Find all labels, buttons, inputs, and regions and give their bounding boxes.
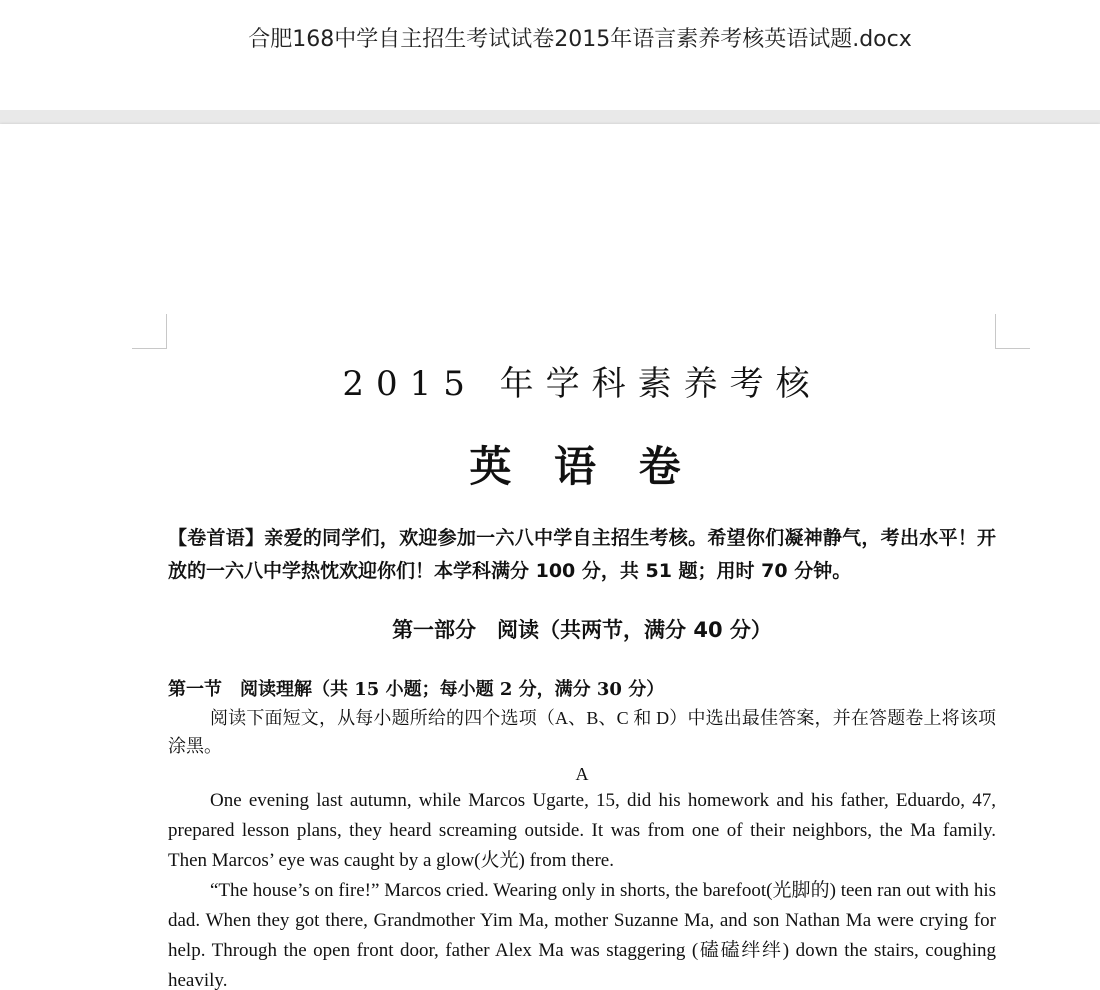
preface-text: 【卷首语】亲爱的同学们，欢迎参加一六八中学自主招生考核。希望你们凝神静气，考出水平！开放的一六八中学热忱欢迎你们！本学科满分 100 分，共 51 题；用时 70 分钟。 (168, 527, 996, 582)
title-bar (0, 0, 1100, 110)
passage-label: A (575, 764, 589, 784)
page-corner-mark-top-left (132, 314, 167, 349)
exam-year-title: 2015 年学科素养考核 (342, 364, 822, 404)
passage-paragraph: One evening last autumn, while Marcos Ugarte, 15, did his homework and his father, Eduardo, 47, prepared lesson plans, they heard screaming outside. It was from one of their neighbors, the Ma family. Then Marcos’ eye was caught by a glow(火光) from there. (168, 790, 996, 871)
paper-title: 英 语 卷 (469, 442, 695, 491)
part-one-heading: 第一部分 阅读（共两节，满分 40 分） (392, 618, 772, 642)
section-one-heading: 第一节 阅读理解（共 15 小题；每小题 2 分，满分 30 分） (168, 679, 665, 700)
document-file-title: 合肥168中学自主招生考试试卷2015年语言素养考核英语试题.docx (248, 27, 912, 52)
document-page (0, 124, 1100, 990)
page-corner-mark-top-right (995, 314, 1030, 349)
reading-instruction: 阅读下面短文，从每小题所给的四个选项（A、B、C 和 D）中选出最佳答案，并在答题卷上将该项涂黑。 (168, 708, 996, 756)
passage-paragraph: “The house’s on fire!” Marcos cried. Wearing only in shorts, the barefoot(光脚的) teen ran out with his dad. When they got there, Grandmother Yim Ma, mother Suzanne Ma, and son Nathan Ma were crying for help. Through the open front door, father Alex Ma was staggering (磕磕绊绊) down the stairs, coughing heavily. (168, 880, 996, 990)
